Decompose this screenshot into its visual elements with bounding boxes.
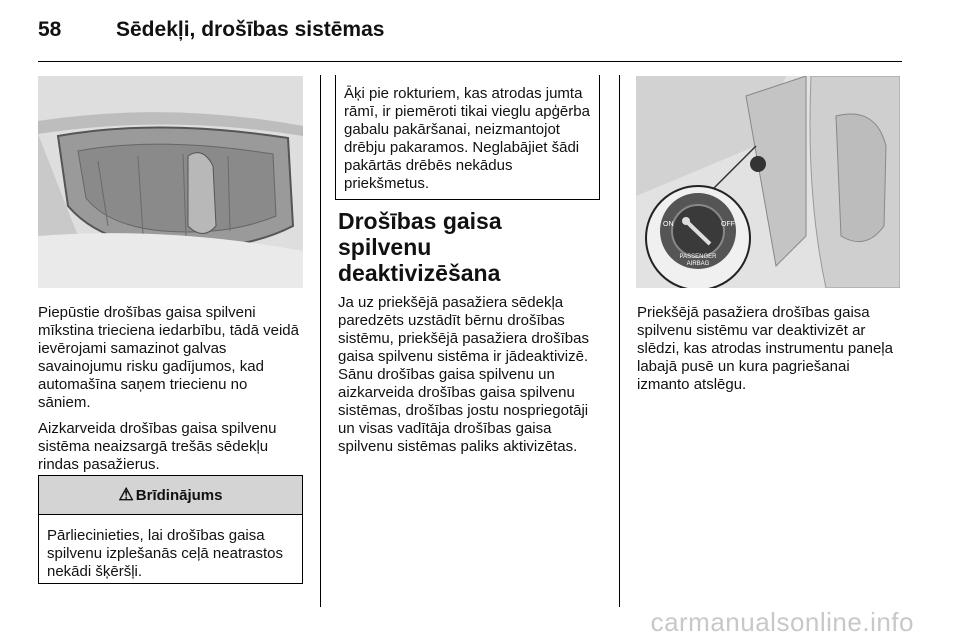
paragraph-switch: Priekšējā pasažiera drošības gaisa spilvenu sistēmu var deaktivizēt ar slēdzi, kas atrodas instrumentu paneļa labajā pusē un kura pagriešanai izmanto atslēgu. bbox=[637, 304, 893, 393]
paragraph-airbag-effect: Piepūstie drošības gaisa spilveni mīkstina trieciena iedarbību, tādā veidā ievērojami samazinot galvas savainojumu risku gadījumos, kad automašīna saņem triecienu no sāniem. bbox=[38, 304, 299, 411]
curtain-airbag-drawing bbox=[38, 76, 303, 288]
column-divider-1 bbox=[320, 75, 321, 607]
paragraph-deactivation: Ja uz priekšējā pasažiera sēdekļa paredzēts uzstādīt bērnu drošības sistēmu, priekšējā pasažiera drošības gaisa spilvenu sistēma ir jādeaktivizē. Sānu drošības gaisa spilvenu un aizkarveida drošības gaisa spilvenu sistēmas, drošības jostu nospriegotāji un visas vadītāja drošības gaisa spilvenu sistēmas paliks aktivizētas. bbox=[338, 294, 589, 455]
airbag-switch-drawing bbox=[636, 76, 900, 288]
section-heading: Drošības gaisa spilvenu deaktivizēšana bbox=[338, 208, 502, 286]
warning-title: Brīdinājums bbox=[135, 486, 223, 504]
switch-airbag-label: AIRBAG bbox=[686, 261, 710, 267]
note-text: Āķi pie rokturiem, kas atrodas jumta rāmī, ir piemēroti tikai vieglu apģērba gabalu pakāršanai, neizmantojot drēbju pakaramos. Neglabājiet šādi pakārtās drēbēs nekādus priekšmetus. bbox=[344, 85, 590, 192]
switch-on-label: ON bbox=[663, 221, 674, 228]
warning-box bbox=[38, 475, 303, 584]
column-2-text bbox=[338, 208, 600, 464]
column-3-text bbox=[637, 304, 902, 402]
header-rule bbox=[38, 61, 902, 62]
page-header bbox=[38, 18, 384, 48]
switch-passenger-label: PASSENGER bbox=[679, 254, 717, 260]
column-divider-2 bbox=[619, 75, 620, 607]
page-title: Sēdekļi, drošības sistēmas bbox=[116, 18, 385, 41]
column-1-text bbox=[38, 304, 303, 482]
warning-text: Pārliecinieties, lai drošības gaisa spilvenu izplešanās ceļā neatrastos nekādi šķēršļi. bbox=[47, 527, 283, 580]
note-box bbox=[335, 75, 600, 200]
paragraph-third-row: Aizkarveida drošības gaisa spilvenu sistēma neaizsargā trešās sēdekļu rindas pasažierus. bbox=[38, 420, 277, 473]
curtain-airbag-illustration bbox=[38, 76, 303, 288]
airbag-switch-illustration bbox=[636, 76, 900, 288]
switch-off-label: OFF bbox=[721, 221, 735, 228]
warning-header bbox=[39, 475, 302, 515]
page-number: 58 bbox=[38, 18, 62, 41]
footer-watermark: carmanualsonline.info bbox=[650, 607, 914, 637]
warning-triangle-icon: ⚠ bbox=[118, 485, 134, 504]
